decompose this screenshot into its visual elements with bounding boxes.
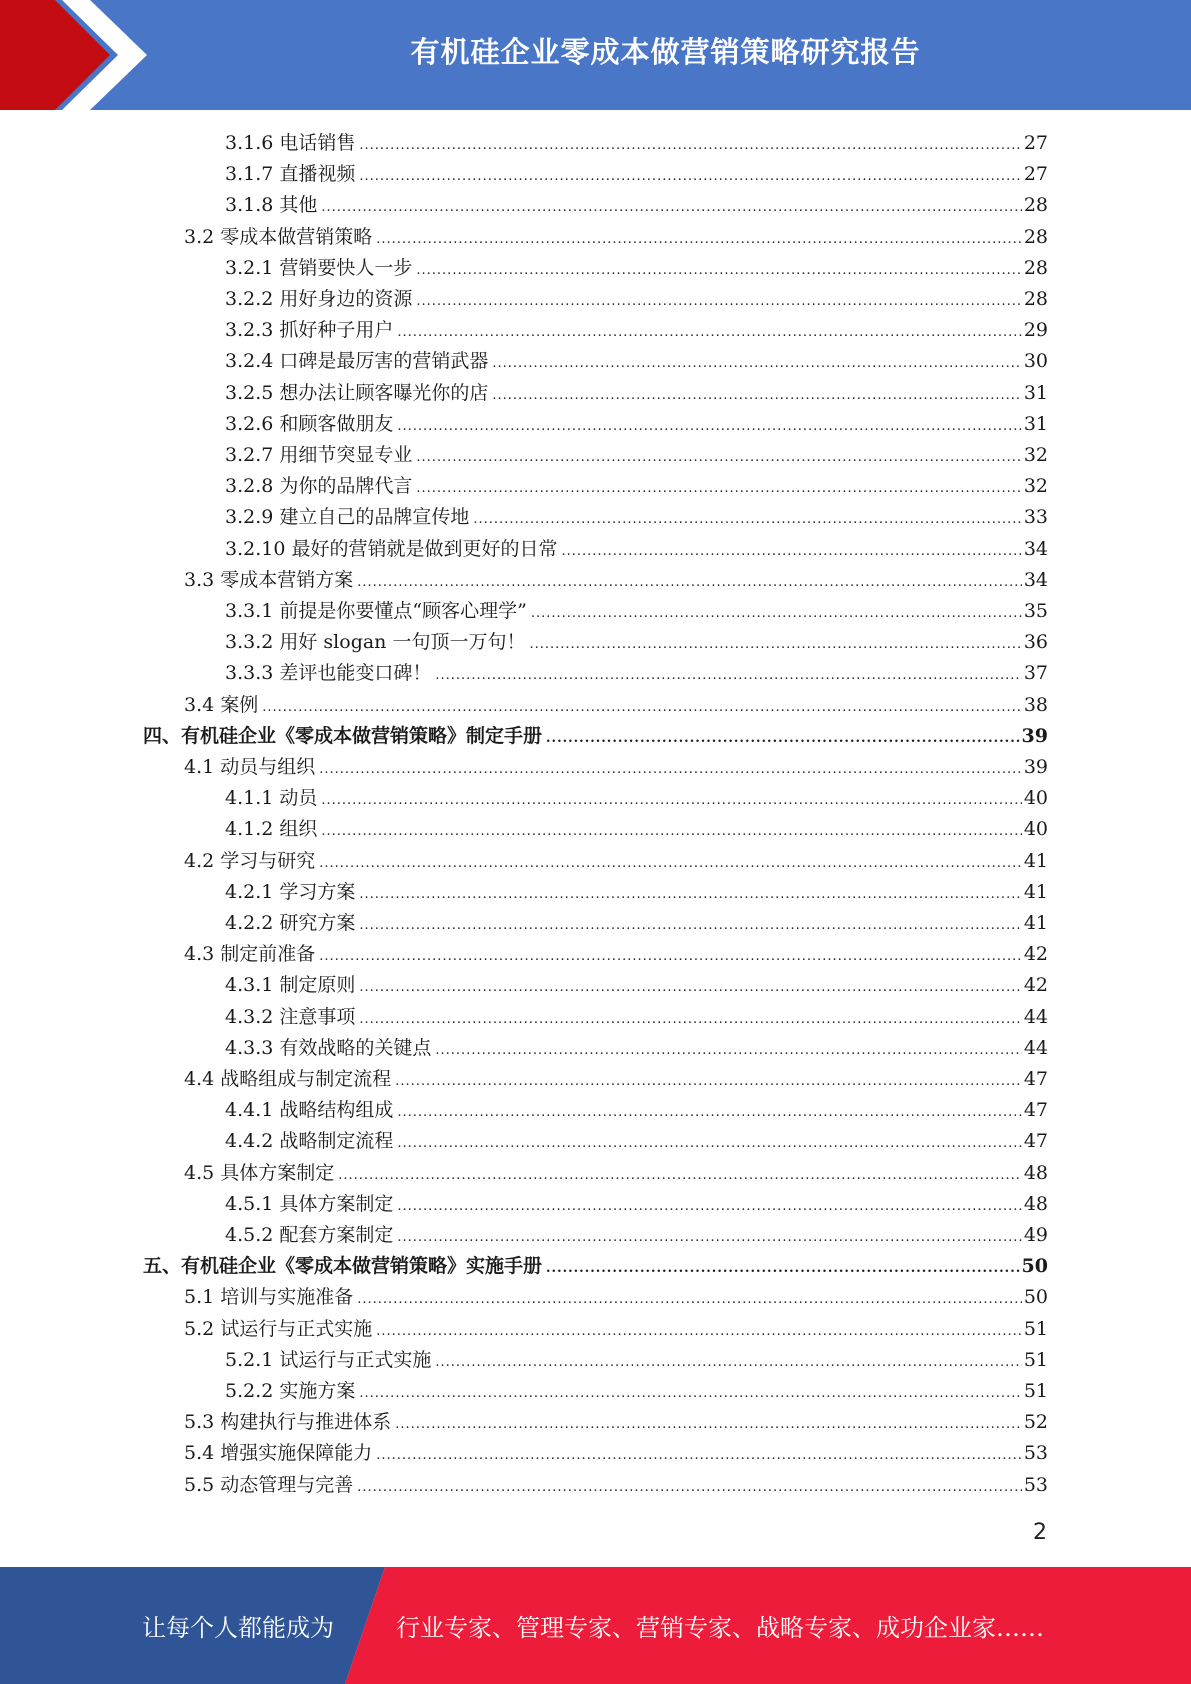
toc-entry[interactable] [225,627,1048,658]
toc-entry-label: 3.3.1 前提是你要懂点“顾客心理学” [225,600,527,622]
toc-dot-leader [359,161,1021,192]
toc-entry[interactable] [143,1251,1048,1282]
toc-entry-label: 3.2.10 最好的营销就是做到更好的日常 [225,538,558,560]
toc-entry-label: 4.2.1 学习方案 [225,881,356,903]
toc-entry-label: 4.3.1 制定原则 [225,974,356,996]
toc-entry[interactable] [184,1470,1048,1501]
toc-entry-page: 42 [1023,943,1048,965]
toc-entry-label: 4.3.2 注意事项 [225,1006,356,1028]
toc-entry-page: 42 [1023,974,1048,996]
toc-entry-label: 3.2.2 用好身边的资源 [225,288,413,310]
toc-entry-page: 41 [1023,881,1048,903]
footer-slogan-left: 让每个人都能成为 [142,1614,334,1642]
toc-entry-label: 3.1.6 电话销售 [225,132,356,154]
toc-entry[interactable] [225,1126,1048,1157]
toc-entry-page: 40 [1023,787,1048,809]
toc-entry-page: 52 [1023,1411,1048,1433]
toc-dot-leader [321,785,1021,816]
toc-entry-page: 53 [1023,1442,1048,1464]
toc-entry-label: 3.2 零成本做营销策略 [184,226,373,248]
toc-entry[interactable] [225,596,1048,627]
toc-entry-page: 44 [1023,1006,1048,1028]
toc-dot-leader [262,692,1022,723]
toc-entry-label: 3.4 案例 [184,694,259,716]
toc-entry-label: 3.2.6 和顾客做朋友 [225,413,394,435]
toc-dot-leader [319,941,1022,972]
toc-dot-leader [357,567,1022,598]
toc-dot-leader [376,1440,1022,1471]
toc-entry[interactable] [225,783,1048,814]
toc-entry[interactable] [184,1064,1048,1095]
toc-dot-leader [546,1253,1020,1284]
toc-entry-page: 40 [1023,818,1048,840]
toc-entry[interactable] [184,1438,1048,1469]
toc-entry-label: 四、有机硅企业《零成本做营销策略》制定手册 [143,725,543,747]
toc-entry[interactable] [184,1158,1048,1189]
toc-entry-page: 37 [1023,662,1048,684]
toc-dot-leader [435,1035,1021,1066]
toc-entry-label: 3.3.3 差评也能变口碑！ [225,662,432,684]
toc-entry[interactable] [225,1189,1048,1220]
toc-dot-leader [338,1160,1022,1191]
toc-entry-label: 5.5 动态管理与完善 [184,1474,354,1496]
toc-entry-page: 28 [1023,226,1048,248]
toc-entry-page: 39 [1021,725,1048,747]
toc-entry-label: 3.3.2 用好 slogan 一句顶一万句！ [225,631,526,653]
page-number: 2 [1033,1520,1047,1545]
toc-entry-page: 48 [1023,1193,1048,1215]
toc-entry-page: 27 [1023,163,1048,185]
toc-dot-leader [397,1128,1021,1159]
toc-entry-page: 50 [1021,1255,1048,1277]
toc-entry[interactable] [225,1033,1048,1064]
toc-entry-label: 4.5.2 配套方案制定 [225,1224,394,1246]
toc-entry[interactable] [225,378,1048,409]
toc-dot-leader [376,224,1022,255]
toc-entry-label: 3.2.5 想办法让顾客曝光你的店 [225,382,489,404]
toc-dot-leader [321,192,1021,223]
toc-dot-leader [359,1004,1021,1035]
toc-entry-label: 4.1.2 组织 [225,818,318,840]
toc-entry-page: 29 [1023,319,1048,341]
toc-dot-leader [357,1284,1022,1315]
toc-entry-label: 5.1 培训与实施准备 [184,1286,354,1308]
toc-entry-page: 41 [1023,850,1048,872]
toc-entry[interactable] [184,846,1048,877]
toc-entry-label: 4.4.1 战略结构组成 [225,1099,394,1121]
toc-entry-label: 4.1.1 动员 [225,787,318,809]
toc-dot-leader [359,972,1021,1003]
toc-entry-page: 44 [1023,1037,1048,1059]
toc-entry[interactable] [225,1376,1048,1407]
toc-entry-page: 51 [1023,1318,1048,1340]
toc-entry-page: 31 [1023,413,1048,435]
toc-entry-label: 4.2 学习与研究 [184,850,316,872]
toc-entry-page: 28 [1023,257,1048,279]
report-title: 有机硅企业零成本做营销策略研究报告 [410,34,921,69]
toc-entry[interactable] [225,409,1048,440]
toc-entry[interactable] [184,1314,1048,1345]
toc-entry-label: 5.2.2 实施方案 [225,1380,356,1402]
toc-entry[interactable] [225,1345,1048,1376]
toc-entry-page: 39 [1023,756,1048,778]
toc-dot-leader [435,660,1021,691]
toc-entry-page: 34 [1023,569,1048,591]
toc-entry-label: 五、有机硅企业《零成本做营销策略》实施手册 [143,1255,543,1277]
toc-entry[interactable] [225,128,1048,159]
toc-entry-label: 3.2.3 抓好种子用户 [225,319,394,341]
toc-entry-label: 3.2.7 用细节突显专业 [225,444,413,466]
toc-entry[interactable] [225,190,1048,221]
toc-entry[interactable] [225,502,1048,533]
toc-dot-leader [357,1472,1022,1503]
toc-entry-label: 3.2.4 口碑是最厉害的营销武器 [225,350,489,372]
toc-entry-page: 34 [1023,538,1048,560]
toc-entry[interactable] [225,315,1048,346]
toc-entry-label: 4.4.2 战略制定流程 [225,1130,394,1152]
toc-entry-label: 4.3 制定前准备 [184,943,316,965]
toc-entry-page: 27 [1023,132,1048,154]
toc-dot-leader [319,848,1022,879]
toc-entry-label: 4.1 动员与组织 [184,756,316,778]
toc-entry-page: 28 [1023,194,1048,216]
toc-entry[interactable] [225,471,1048,502]
toc-entry-page: 36 [1023,631,1048,653]
toc-entry[interactable] [184,690,1048,721]
toc-entry[interactable] [225,1220,1048,1251]
toc-dot-leader [416,286,1021,317]
chevron-arrow-icon [0,0,160,110]
toc-dot-leader [359,879,1021,910]
toc-entry[interactable] [225,534,1048,565]
toc-entry-page: 51 [1023,1349,1048,1371]
toc-entry-page: 47 [1023,1099,1048,1121]
toc-dot-leader [319,754,1022,785]
toc-entry-page: 53 [1023,1474,1048,1496]
toc-dot-leader [546,723,1020,754]
toc-entry-page: 32 [1023,444,1048,466]
toc-entry[interactable] [184,939,1048,970]
toc-dot-leader [561,536,1021,567]
toc-entry-label: 4.5 具体方案制定 [184,1162,335,1184]
toc-entry[interactable] [184,222,1048,253]
toc-entry-page: 32 [1023,475,1048,497]
toc-entry-label: 3.2.8 为你的品牌代言 [225,475,413,497]
toc-dot-leader [395,1066,1022,1097]
toc-dot-leader [416,255,1021,286]
toc-entry[interactable] [225,1002,1048,1033]
toc-entry-label: 3.3 零成本营销方案 [184,569,354,591]
footer-slogan-right: 行业专家、管理专家、营销专家、战略专家、成功企业家…… [396,1614,1044,1642]
toc-dot-leader [397,1191,1021,1222]
toc-entry-label: 5.4 增强实施保障能力 [184,1442,373,1464]
toc-entry-label: 5.2.1 试运行与正式实施 [225,1349,432,1371]
toc-entry-page: 33 [1023,506,1048,528]
toc-dot-leader [416,442,1021,473]
toc-entry[interactable] [184,1282,1048,1313]
toc-entry-page: 51 [1023,1380,1048,1402]
toc-entry-page: 31 [1023,382,1048,404]
toc-dot-leader [492,380,1021,411]
toc-dot-leader [529,629,1021,660]
toc-entry-page: 35 [1023,600,1048,622]
toc-entry-page: 30 [1023,350,1048,372]
toc-entry[interactable] [225,284,1048,315]
toc-entry[interactable] [184,565,1048,596]
toc-dot-leader [321,816,1021,847]
toc-entry-label: 5.2 试运行与正式实施 [184,1318,373,1340]
toc-dot-leader [473,504,1021,535]
toc-entry[interactable] [225,658,1048,689]
toc-entry-page: 47 [1023,1130,1048,1152]
toc-dot-leader [416,473,1021,504]
toc-entry[interactable] [225,346,1048,377]
toc-dot-leader [397,1222,1021,1253]
toc-entry[interactable] [225,814,1048,845]
toc-entry-label: 3.2.9 建立自己的品牌宣传地 [225,506,470,528]
toc-entry-page: 41 [1023,912,1048,934]
toc-entry-page: 48 [1023,1162,1048,1184]
page-footer [0,1567,1191,1684]
page-header [0,0,1191,110]
toc-entry-page: 50 [1023,1286,1048,1308]
toc-entry-label: 5.3 构建执行与推进体系 [184,1411,392,1433]
toc-dot-leader [359,130,1021,161]
toc-entry-page: 38 [1023,694,1048,716]
toc-dot-leader [395,1409,1022,1440]
toc-entry[interactable] [184,1407,1048,1438]
toc-entry-label: 4.2.2 研究方案 [225,912,356,934]
toc-dot-leader [397,317,1021,348]
toc-entry[interactable] [225,908,1048,939]
toc-dot-leader [359,1378,1021,1409]
toc-entry[interactable] [225,1095,1048,1126]
toc-entry-label: 4.5.1 具体方案制定 [225,1193,394,1215]
toc-entry[interactable] [225,970,1048,1001]
toc-entry[interactable] [143,721,1048,752]
toc-entry[interactable] [225,253,1048,284]
toc-entry-label: 3.2.1 营销要快人一步 [225,257,413,279]
toc-entry-page: 49 [1023,1224,1048,1246]
toc-entry-label: 4.4 战略组成与制定流程 [184,1068,392,1090]
toc-entry-page: 47 [1023,1068,1048,1090]
toc-dot-leader [359,910,1021,941]
toc-entry-page: 28 [1023,288,1048,310]
toc-entry-label: 4.3.3 有效战略的关键点 [225,1037,432,1059]
toc-entry[interactable] [225,440,1048,471]
toc-dot-leader [397,1097,1021,1128]
toc-entry-label: 3.1.8 其他 [225,194,318,216]
toc-dot-leader [492,348,1021,379]
toc-dot-leader [376,1316,1022,1347]
toc-entry[interactable] [184,752,1048,783]
toc-entry-label: 3.1.7 直播视频 [225,163,356,185]
toc-entry[interactable] [225,159,1048,190]
toc-entry[interactable] [225,877,1048,908]
toc-dot-leader [531,598,1022,629]
toc-dot-leader [435,1347,1021,1378]
toc-dot-leader [397,411,1021,442]
